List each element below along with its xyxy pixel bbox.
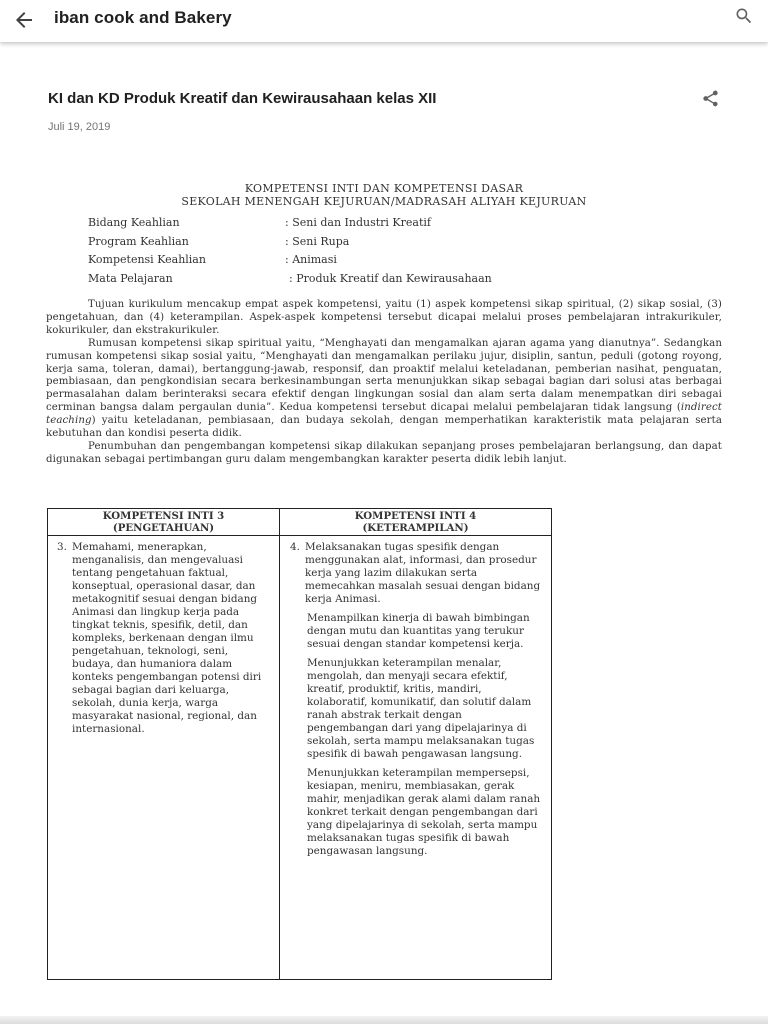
doc-paragraph-2-text: Rumusan kompetensi sikap spiritual yaitu, “Menghayati dan mengamalkan ajaran agama yang dianutnya”. Sedangkan rumusan kompetensi sikap sosial yaitu, “Menghayati dan mengamalkan perilaku jujur, disiplin, santun, peduli (gotong royong, kerja sama, toleran, damai), bertanggung-jawab, responsif, dan proaktif melalui keteladanan, pemberian nasihat, penguatan, pembiasaan, dan pengkondisian secara berkesinambungan serta menunjukkan sikap sebagai bagian dari solusi atas berbagai permasalahan dalam berinteraksi secara efektif dengan lingkungan sosial dan alam serta dalam menempatkan diri sebagai cerminan bangsa dalam pergaulan dunia”. Kedua kompetensi tersebut dicapai melalui pembelajaran tidak langsung ( — [46, 337, 722, 414]
share-button[interactable] — [701, 89, 720, 108]
ki4-number: 4. — [290, 541, 300, 553]
ki4-cell — [280, 536, 551, 979]
post-date: Juli 19, 2019 — [48, 121, 111, 133]
ki4-text-4: Menunjukkan keterampilan mempersepsi, kesiapan, meniru, membiasakan, gerak mahir, menjadikan gerak alami dalam ranah konkret terkait dengan pengembangan dari yang dipelajarinya di sekolah, serta mampu melaksanakan tugas spesifik di bawah pengawasan langsung. — [307, 767, 541, 857]
doc-paragraph-2-italic: indirect teaching — [46, 402, 722, 427]
info-row — [88, 233, 722, 252]
header-ki4-title: KOMPETENSI INTI 4 — [354, 510, 477, 522]
info-row — [88, 214, 722, 233]
ki4-text-2: Menampilkan kinerja di bawah bimbingan dengan mutu dan kuantitas yang terukur sesuai dengan standar kompetensi kerja. — [307, 612, 530, 650]
info-value: : Seni Rupa — [285, 234, 350, 248]
ki3-text: Memahami, menerapkan, menganalisis, dan mengevaluasi tentang pengetahuan faktual, konseptual, operasional dasar, dan metakognitif sesuai dengan bidang Animasi dan lingkup kerja pada tingkat teknis, spesifik, detil, dan kompleks, berkenaan dengan ilmu pengetahuan, teknologi, seni, budaya, dan humaniora dalam konteks pengembangan potensi diri sebagai bagian dari keluarga, sekolah, dunia kerja, warga masyarakat nasional, regional, dan internasional. — [72, 541, 262, 735]
app-title[interactable]: iban cook and Bakery — [54, 8, 232, 27]
app-bar — [0, 0, 768, 42]
info-label: Bidang Keahlian — [88, 216, 180, 229]
table-body — [48, 536, 551, 979]
ki4-text-1: Melaksanakan tugas spesifik dengan menggunakan alat, informasi, dan prosedur kerja yang lazim dilakukan serta memecahkan masalah sesuai dengan bidang kerja Animasi. — [305, 541, 541, 605]
doc-paragraph-2-text-end: ) yaitu keteladanan, pembiasaan, dan budaya sekolah, dengan memperhatikan karakteristik mata pelajaran serta kebutuhan dan kondisi peserta didik. — [46, 415, 722, 440]
share-icon — [701, 89, 720, 108]
ki3-number: 3. — [57, 541, 67, 553]
search-icon — [734, 6, 754, 26]
info-row — [88, 270, 722, 289]
back-button[interactable] — [12, 8, 36, 32]
ki3-cell — [48, 536, 280, 979]
info-label: Mata Pelajaran — [88, 271, 173, 285]
info-label: Kompetensi Keahlian — [88, 253, 206, 266]
bottom-edge-shadow — [0, 1016, 768, 1024]
info-value: : Seni dan Industri Kreatif — [285, 216, 431, 229]
header-ki3-title: KOMPETENSI INTI 3 — [102, 510, 225, 522]
ki4-item — [290, 541, 545, 606]
doc-paragraph-1: Tujuan kurikulum mencakup empat aspek kompetensi, yaitu (1) aspek kompetensi sikap spiritual, (2) sikap sosial, (3) pengetahuan, dan (4) keterampilan. Aspek-aspek kompetensi tersebut dicapai melalui proses pembelajaran intrakurikuler, kokurikuler, dan ekstrakurikuler. — [46, 299, 722, 336]
info-value: : Produk Kreatif dan Kewirausahaan — [289, 271, 492, 285]
info-label: Program Keahlian — [88, 234, 189, 248]
doc-heading-line2: SEKOLAH MENENGAH KEJURUAN/MADRASAH ALIYAH KEJURUAN — [181, 195, 587, 208]
header-ki4-subtitle: (KETERAMPILAN) — [362, 522, 469, 534]
header-ki4 — [280, 509, 551, 535]
doc-paragraph-3: Penumbuhan dan pengembangan kompetensi sikap dilakukan sepanjang proses pembelajaran berlangsung, dan dapat digunakan sebagai pertimbangan guru dalam mengembangkan karakter peserta didik lebih lanjut. — [46, 440, 722, 465]
info-table — [88, 214, 722, 288]
info-row — [88, 251, 722, 270]
arrow-back-icon — [12, 8, 36, 32]
competency-table — [47, 508, 552, 980]
table-header — [48, 509, 551, 536]
info-value: : Animasi — [285, 253, 337, 266]
document-image — [46, 182, 722, 467]
header-ki3-subtitle: (PENGETAHUAN) — [112, 522, 215, 534]
post-title: KI dan KD Produk Kreatif dan Kewirausahaan kelas XII — [48, 90, 437, 107]
doc-heading-line1: KOMPETENSI INTI DAN KOMPETENSI DASAR — [244, 182, 524, 195]
doc-paragraph-2 — [46, 338, 722, 441]
header-ki3 — [48, 509, 280, 535]
ki4-text-3: Menunjukkan keterampilan menalar, mengolah, dan menyaji secara efektif, kreatif, produktif, kritis, mandiri, kolaboratif, komunikatif, dan solutif dalam ranah abstrak terkait dengan pengembangan dari yang dipelajarinya di sekolah, serta mampu melaksanakan tugas spesifik di bawah pengawasan langsung. — [307, 657, 535, 760]
search-button[interactable] — [734, 6, 754, 26]
ki3-item — [57, 541, 271, 736]
